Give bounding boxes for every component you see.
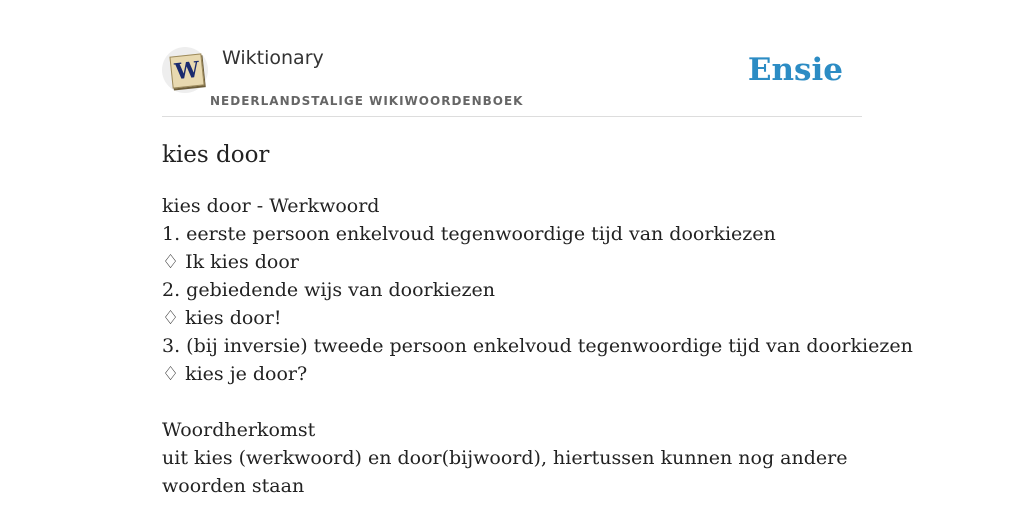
etymology-text: uit kies (werkwoord) en door(bijwoord), hiertussen kunnen nog andere woorden staan (162, 447, 848, 497)
entry-header-line: kies door - Werkwoord (162, 195, 380, 217)
definition-1: 1. eerste persoon enkelvoud tegenwoordige tijd van doorkiezen (162, 223, 776, 245)
etymology-heading: Woordherkomst (162, 419, 316, 441)
page-title: kies door (162, 142, 270, 168)
ensie-brand-link[interactable]: Ensie (747, 52, 843, 88)
definition-2: 2. gebiedende wijs van doorkiezen (162, 279, 495, 301)
logo-letter: W (173, 56, 201, 86)
page (162, 0, 913, 497)
logo-tile (169, 53, 204, 88)
definition-3: 3. (bij inversie) tweede persoon enkelvoud tegenwoordige tijd van doorkiezen (162, 335, 913, 357)
site-header (162, 0, 862, 117)
wiktionary-logo-icon[interactable] (162, 47, 208, 93)
entry-content (162, 192, 913, 500)
site-subtitle: NEDERLANDSTALIGE WIKIWOORDENBOEK (210, 94, 524, 108)
site-name[interactable]: Wiktionary (222, 47, 324, 69)
example-2: ♢ kies door! (162, 307, 282, 329)
example-3: ♢ kies je door? (162, 363, 308, 385)
example-1: ♢ Ik kies door (162, 251, 299, 273)
spacer (162, 388, 862, 416)
